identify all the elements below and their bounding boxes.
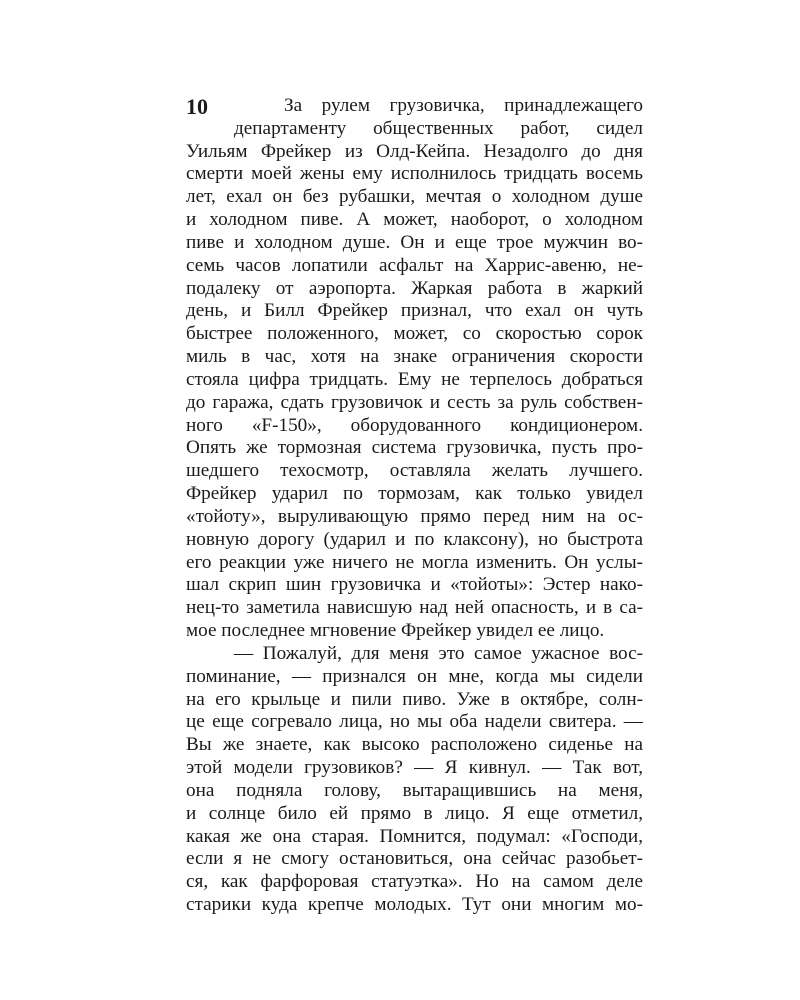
text-line: департаменту общественных работ, сидел	[234, 117, 643, 139]
text-line: этой модели грузовиков? — Я кивнул. — Так вот,	[186, 757, 643, 779]
text-line: поминание, — признался он мне, когда мы сидели	[186, 665, 643, 687]
text-line: его реакции уже ничего не могла изменить. Он услы-	[186, 551, 643, 573]
text-line: лет, ехал он без рубашки, мечтая о холодном душе	[186, 186, 643, 208]
text-line: «тойоту», выруливающую прямо перед ним на ос-	[186, 505, 643, 527]
text-line: Опять же тормозная система грузовичка, пусть про-	[186, 437, 643, 459]
text-line: ного «F-150», оборудованного кондиционером.	[186, 414, 643, 436]
text-line: Фрейкер ударил по тормозам, как только увидел	[186, 483, 643, 505]
text-line: мое последнее мгновение Фрейкер увидел ее лицо.	[186, 620, 605, 642]
text-line: нец-то заметила нависшую над ней опасность, и в са-	[186, 597, 643, 619]
text-line: пиве и холодном душе. Он и еще трое мужчин во-	[186, 231, 643, 253]
text-line: семь часов лопатили асфальт на Харрис-авеню, не-	[186, 254, 643, 276]
text-line: стояла цифра тридцать. Ему не терпелось добраться	[186, 368, 643, 390]
text-line: какая же она старая. Помнится, подумал: «Господи,	[186, 825, 643, 847]
text-line: быстрее положенного, может, со скоростью сорок	[186, 323, 643, 345]
text-line: За рулем грузовичка, принадлежащего	[284, 95, 643, 116]
body-text	[186, 95, 643, 917]
page-number: 10	[186, 94, 208, 119]
text-line: новную дорогу (ударил и по клаксону), но быстрота	[186, 528, 643, 550]
text-line: если я не смогу остановиться, она сейчас разобьет-	[186, 848, 643, 870]
text-line: шал скрип шин грузовичка и «тойоты»: Эстер нако-	[186, 574, 643, 596]
text-line: це еще согревало лица, но мы оба надели свитера. —	[186, 711, 643, 733]
text-line: старики куда крепче молодых. Тут они многим мо-	[186, 893, 643, 915]
text-line: и холодном пиве. А может, наоборот, о холодном	[186, 209, 643, 231]
text-line: — Пожалуй, для меня это самое ужасное вос-	[234, 642, 643, 664]
text-line: смерти моей жены ему исполнилось тридцать восемь	[186, 163, 643, 185]
text-line: Уильям Фрейкер из Олд-Кейпа. Незадолго до дня	[186, 140, 643, 162]
text-line: шедшего техосмотр, оставляла желать лучшего.	[186, 460, 643, 482]
text-line: подалеку от аэропорта. Жаркая работа в жаркий	[186, 277, 643, 299]
text-line: и солнце било ей прямо в лицо. Я еще отметил,	[186, 802, 643, 824]
text-line: она подняла голову, вытаращившись на меня,	[186, 779, 643, 801]
text-line: Вы же знаете, как высоко расположено сиденье на	[186, 734, 643, 756]
text-line: день, и Билл Фрейкер признал, что ехал он чуть	[186, 300, 643, 322]
text-line: до гаража, сдать грузовичок и сесть за руль собствен-	[186, 391, 643, 413]
text-line: на его крыльце и пили пиво. Уже в октябре, солн-	[186, 688, 643, 710]
text-line: ся, как фарфоровая статуэтка». Но на самом деле	[186, 871, 643, 893]
text-line: миль в час, хотя на знаке ограничения скорости	[186, 346, 643, 368]
